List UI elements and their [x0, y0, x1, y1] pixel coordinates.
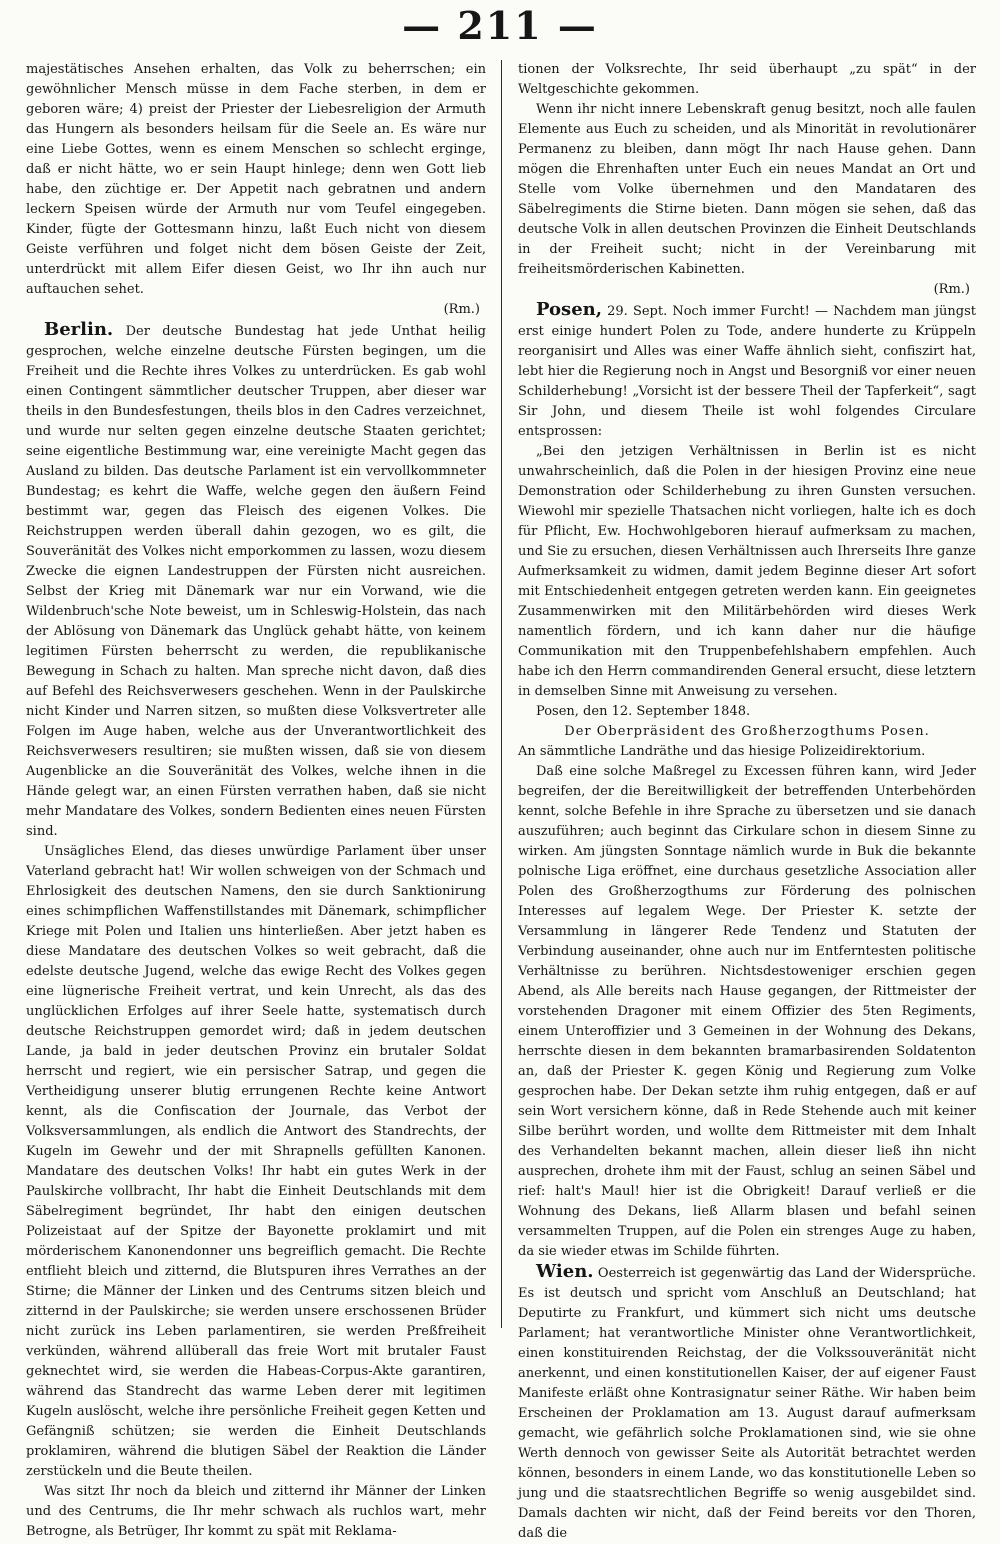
paragraph-text: 29. Sept. Noch immer Furcht! — Nachdem man jüngst erst einige hundert Polen zu Tode, andere hunderte zu Krüppeln reorganisirt und Alles was einer Waffe ähnlich sieht, confiszirt hat, lebt hier die Regierung noch in Angst und Besorgniß vor einer neuen Schilderhebung! „Vorsicht ist der bessere Theil der Tapferkeit“, sagt Sir John, und diesem Theile ist wohl folgendes Circulare entsprossen:	[518, 304, 976, 439]
dateline: Berlin.	[44, 319, 114, 340]
article-paragraph: „Bei den jetzigen Verhältnissen in Berlin ist es nicht unwahrscheinlich, daß die Polen in der hiesigen Provinz eine neue Demonstration oder Schilderhebung zu ihren Gunsten versuchen. Wiewohl mir spezielle Thatsachen nicht vorliegen, halte ich es doch für Pflicht, Ew. Hochwohlgeboren hierauf aufmerksam zu machen, und Sie zu ersuchen, diesen Verhältnissen auch Ihrerseits Ihre ganze Aufmerksamkeit zu widmen, damit jedem Beginne dieser Art sofort mit Entschiedenheit entgegen getreten werden kann. Ein geeignetes Zusammenwirken mit den Militärbehörden wird dieses Werk namentlich fördern, und ich kann daher nur die häufige Communikation mit den Truppenbefehlshabern empfehlen. Auch habe ich den Herrn commandirenden General ersucht, diese letztern in demselben Sinne mit Anweisung zu versehen.	[518, 444, 976, 699]
article-paragraph	[26, 320, 486, 842]
dateline: Posen,	[536, 299, 602, 320]
article-paragraph: tionen der Volksrechte, Ihr seid überhaupt „zu spät“ in der Weltgeschichte gekommen.	[518, 62, 976, 97]
article-paragraph: Was sitzt Ihr noch da bleich und zitternd ihr Männer der Linken und des Centrums, die Ihr mehr schwach als ruchlos wart, mehr Betrogne, als Betrüger, Ihr kommt zu spät mit Reklama-	[26, 1484, 486, 1539]
article-paragraph	[518, 1262, 976, 1544]
article-signature: (Rm.)	[933, 282, 970, 297]
article-paragraph: Daß eine solche Maßregel zu Excessen führen kann, wird Jeder begreifen, der die Bereitwilligkeit der betreffenden Unterbehörden kennt, solche Befehle in ihre Sprache zu übersetzen und sie danach auszuführen; auch beginnt das Cirkulare schon in diesem Sinne zu wirken. Am jüngsten Sonntage nämlich wurde in Buk die bekannte polnische Liga eröffnet, eine durchaus gesetzliche Association aller Polen des Großherzogthums zur Förderung des polnischen Interesses auf legalem Wege. Der Priester K. setzte der Versammlung in längerer Rede Tendenz und Statuten der Verbindung auseinander, ohne auch nur im Entferntesten politische Verhältnisse zu berühren. Nichtsdestoweniger erschien gegen Abend, als Alle bereits nach Hause gegangen, der Rittmeister der vorstehenden Dragoner mit einem Offizier des 5ten Regiments, einem Unteroffizier und 3 Gemeinen in der Wohnung des Dekans, herrschte diesen in dem bekannten bramarbasirenden Soldatenton an, daß der Priester K. gegen König und Regierung zum Volke gesprochen habe. Der Dekan setzte ihm ruhig entgegen, daß er auf sein Wort versichern könne, daß in Rede Stehende auch mit keiner Silbe berührt worden, und wollte dem Rittmeister mit dem Inhalt des Verhandelten bekannt machen, allein dieser ließ ihn nicht ausprechen, drohete ihm mit der Faust, schlug an seinen Säbel und rief: halt's Maul! hier ist die Obrigkeit! Darauf verließ er die Wohnung des Dekans, ließ Allarm blasen und befahl seinen versammelten Truppen, auf die Polen ein strenges Auge zu haben, da sie wieder etwas im Schilde führten.	[518, 764, 976, 1259]
column-divider	[501, 60, 502, 1328]
article-paragraph: Unsägliches Elend, das dieses unwürdige Parlament über unser Vaterland gebracht hat! Wir wollen schweigen von der Schmach und Ehrlosigkeit des deutschen Namens, den sie durch Sanktionirung eines schimpflichen Waffenstillstandes mit Dänemark, schimpflicher Kriege mit Polen und Italien uns hinterließen. Aber jetzt haben es diese Mandatare des deutschen Volkes so weit gebracht, daß die edelste deutsche Jugend, welche das ewige Recht des Volkes gegen eine lügnerische Freiheit vertrat, und kein Unrecht, als das des unglücklichen Erfolges auf ihrer Seele hatte, systematisch durch deutsche Reichstruppen gemordet wird; daß in jedem deutschen Lande, ja bald in jeder deutschen Provinz ein brutaler Soldat herrscht und regiert, wie ein persischer Satrap, und gegen die Vertheidigung unserer blutig errungenen Rechte keine Antwort kennt, als die Confiscation der Journale, das Verbot der Volksversammlungen, als endlich die Antwort des Standrechts, der Kugeln im Gewehr und der mit Shrapnells gefüllten Kanonen. Mandatare des deutschen Volks! Ihr habt ein gutes Werk in der Paulskirche vollbracht, Ihr habt die Einheit Deutschlands mit dem Säbelregiment begründet, Ihr habt den einigen deutschen Polizeistaat auf der Spitze der Bayonette proklamirt und mit mörderischem Kanonendonner uns begreiflich gemacht. Die Rechte entflieht bleich und zitternd, die Blutspuren ihres Verrathes an der Stirne; die Männer der Linken und des Centrums sitzen bleich und zitternd in der Paulskirche; sie werden unsere erschossenen Brüder nicht zurück ins Leben parlamentiren, sie werden Preßfreiheit verkünden, während allüberall das freie Wort mit brutaler Faust geknechtet wird, sie werden die Habeas-Corpus-Akte garantiren, während das Standrecht das warme Leben derer mit legitimen Kugeln auslöscht, welche ihre persönliche Freiheit gegen Ketten und Gefängniß schützen; sie werden die Einheit Deutschlands proklamiren, während die blutigen Säbel der Reaktion die Länder zerstückeln und die Beute theilen.	[26, 844, 486, 1479]
right-column	[518, 60, 976, 1541]
article-paragraph	[518, 300, 976, 442]
article-paragraph: majestätisches Ansehen erhalten, das Volk zu beherrschen; ein gewöhnlicher Mensch müsse in dem Fache sterben, in dem er geboren wäre; 4) preist der Priester der Liebesreligion der Armuth das Hungern als besonders heilsam für die Seele an. Es wäre nur eine Liebe Gottes, wenn es einem Menschen so schlecht erginge, daß er nicht hätte, wo er sein Haupt hinlege; denn wen Gott lieb habe, den züchtige er. Der Appetit nach gebratnen und andern leckern Speisen würde der Armuth nur vom Teufel eingegeben. Kinder, fügte der Gottesmann hinzu, laßt Euch nicht von diesem Geiste verführen und folget nicht dem bösen Geiste der Zeit, unterdrückt mit allem Eifer diesen Geist, wo Ihr ihn auch nur auftauchen sehet.	[26, 62, 486, 297]
letter-dateline: Posen, den 12. September 1848.	[536, 704, 751, 719]
paragraph-text: Oesterreich ist gegenwärtig das Land der Widersprüche. Es ist deutsch und spricht vom Anschluß an Deutschland; hat Deputirte zu Frankfurt, und kümmert sich nicht ums deutsche Parlament; hat verantwortliche Minister ohne Verantwortlichkeit, einen konstituirenden Reichstag, der die Volkssouveränität nicht anerkennt, und einen konstitutionellen Kaiser, der auf eigener Faust Manifeste erläßt ohne Kontrasignatur seiner Räthe. Wir haben beim Erscheinen der Proklamation am 13. August darauf aufmerksam gemacht, wie gefährlich solche Proklamationen sind, wie sie ohne Werth dennoch von gewisser Seite als Autorität betrachtet werden können, besonders in einem Lande, wo das konstitutionelle Leben so jung und die staatsrechtlichen Begriffe so wenig ausgebildet sind. Damals dachten wir nicht, daß der Feind bereits vor den Thoren, daß die	[518, 1266, 976, 1541]
article-paragraph: Wenn ihr nicht innere Lebenskraft genug besitzt, noch alle faulen Elemente aus Euch zu scheiden, und als Minorität in revolutionärer Permanenz zu bleiben, dann mögt Ihr nach Hause gehen. Dann mögen die Ehrenhaften unter Euch ein neues Mandat an Ort und Stelle vom Volke übernehmen und den Mandataren des Säbelregiments die Stirne bieten. Dann mögen sie sehen, daß das deutsche Volk in allen deutschen Provinzen die Einheit Deutschlands in der Freiheit sucht; nicht in der Vereinbarung mit freiheitsmörderischen Kabinetten.	[518, 102, 976, 277]
article-signature: (Rm.)	[443, 302, 480, 317]
page-number: — 211 —	[402, 3, 598, 48]
article-paragraph: An sämmtliche Landräthe und das hiesige Polizeidirektorium.	[518, 744, 926, 759]
paragraph-text: Der deutsche Bundestag hat jede Unthat heilig gesprochen, welche einzelne deutsche Fürsten begingen, um die Freiheit und die Rechte ihres Volkes zu unterdrücken. Es gab wohl einen Contingent sämmtlicher deutscher Truppen, aber dieser war theils in den Bundesfestungen, theils blos in den Cadres verzeichnet, und wurde nur selten gegen einzelne deutsche Staaten gerichtet; seine eigentliche Bestimmung war, eine vereinigte Macht gegen das Ausland zu bilden. Das deutsche Parlament ist ein vervollkommneter Bundestag; es kehrt die Waffe, welche gegen den äußern Feind bestimmt war, gegen das Fleisch des eigenen Volkes. Die Reichstruppen werden überall dahin gezogen, wo es gilt, die Souveränität des Volkes nicht emporkommen zu lassen, wozu diesem Zwecke die eignen Landestruppen der Fürsten nicht ausreichen. Selbst der Krieg mit Dänemark war nur ein Vorwand, wie die Wildenbruch'sche Note beweist, um in Schleswig-Holstein, das nach der Ablösung von Dänemark das Unglück gehabt hätte, von keinem legitimen Fürsten beherrscht zu werden, die republikanische Bewegung in Schach zu halten. Man spreche nicht davon, daß dies auf Befehl des Reichsverwesers geschehen. Wenn in der Paulskirche nicht Kinder und Narren sitzen, so mußten diese Volksvertreter alle Folgen im Auge haben, welche aus der Unverantwortlichkeit des Reichsverwesers resultiren; sie mußten wissen, daß sie von diesem Augenblicke an die Souveränität des Volkes, welche ihnen in die Hände gelegt war, an einen Fürsten verrathen haben, daß sie nicht mehr Mandatare des Volkes, sondern Bedienten eines neuen Fürsten sind.	[26, 324, 486, 839]
left-column	[26, 60, 486, 1539]
dateline: Wien.	[536, 1261, 594, 1282]
letter-signatory: Der Oberpräsident des Großherzogthums Posen.	[564, 724, 930, 739]
